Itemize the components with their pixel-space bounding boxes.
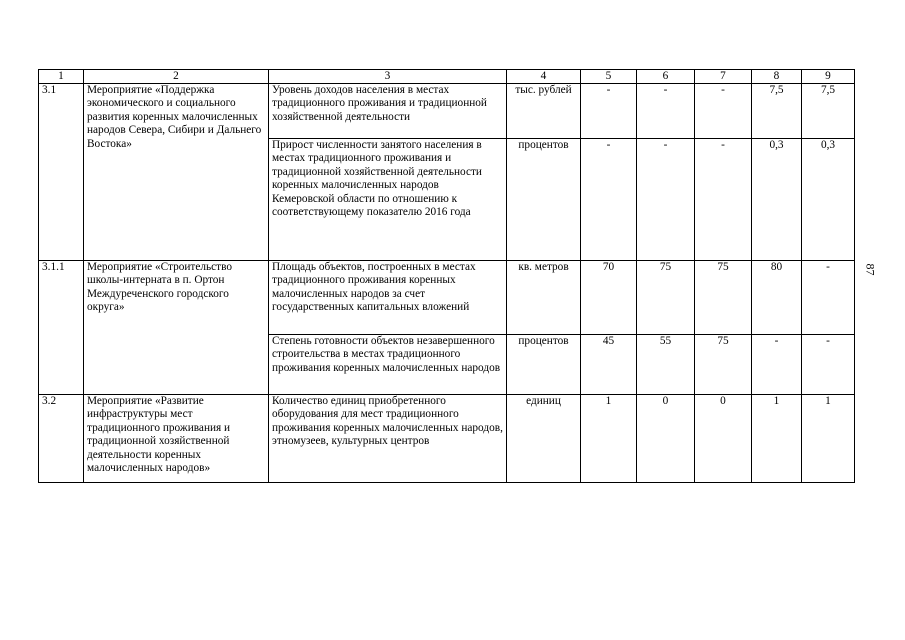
measure-name: Мероприятие «Строительство школы-интерната в п. Ортон Междуреченского городского округа»: [84, 261, 269, 395]
table-row: [39, 84, 855, 139]
header-cell-6: 6: [637, 70, 695, 84]
indicators-table: [38, 69, 855, 483]
indicator-title: Площадь объектов, построенных в местах традиционного проживания коренных малочисленных народов за счет государственных капитальных вложений: [269, 261, 507, 335]
header-cell-1: 1: [39, 70, 84, 84]
value-col-8: 1: [752, 395, 802, 483]
value-col-5: -: [581, 84, 637, 139]
value-col-8: -: [752, 335, 802, 395]
value-col-9: 0,3: [802, 139, 855, 261]
header-cell-4: 4: [507, 70, 581, 84]
value-col-5: 70: [581, 261, 637, 335]
page-number: 87: [863, 263, 878, 276]
header-cell-8: 8: [752, 70, 802, 84]
header-cell-7: 7: [695, 70, 752, 84]
header-cell-5: 5: [581, 70, 637, 84]
indicator-title: Степень готовности объектов незавершенного строительства в местах традиционного проживания коренных малочисленных народов: [269, 335, 507, 395]
value-col-7: 0: [695, 395, 752, 483]
value-col-6: -: [637, 139, 695, 261]
value-col-9: -: [802, 335, 855, 395]
value-col-6: 55: [637, 335, 695, 395]
header-cell-9: 9: [802, 70, 855, 84]
value-col-8: 7,5: [752, 84, 802, 139]
indicator-unit: тыс. рублей: [507, 84, 581, 139]
measure-number: 3.1: [39, 84, 84, 261]
value-col-9: 7,5: [802, 84, 855, 139]
header-cell-2: 2: [84, 70, 269, 84]
table-row: [39, 261, 855, 335]
value-col-8: 0,3: [752, 139, 802, 261]
indicator-title: Уровень доходов населения в местах традиционного проживания и традиционной хозяйственной деятельности: [269, 84, 507, 139]
header-cell-3: 3: [269, 70, 507, 84]
table-row: [39, 395, 855, 483]
value-col-6: 0: [637, 395, 695, 483]
value-col-8: 80: [752, 261, 802, 335]
indicator-unit: кв. метров: [507, 261, 581, 335]
value-col-7: -: [695, 84, 752, 139]
value-col-7: 75: [695, 261, 752, 335]
value-col-5: 1: [581, 395, 637, 483]
indicator-title: Прирост численности занятого населения в местах традиционного проживания и традиционной хозяйственной деятельности коренных малочисленных народов Кемеровской области по отношению к соответствующему показателю 2016 года: [269, 139, 507, 261]
value-col-6: 75: [637, 261, 695, 335]
indicator-unit: единиц: [507, 395, 581, 483]
measure-number: 3.2: [39, 395, 84, 483]
value-col-9: -: [802, 261, 855, 335]
measure-name: Мероприятие «Развитие инфраструктуры мест традиционного проживания и традиционной хозяйственной деятельности коренных малочисленных народов»: [84, 395, 269, 483]
measure-name: Мероприятие «Поддержка экономического и социального развития коренных малочисленных народов Севера, Сибири и Дальнего Востока»: [84, 84, 269, 261]
indicator-title: Количество единиц приобретенного оборудования для мест традиционного проживания коренных малочисленных народов, этномузеев, культурных центров: [269, 395, 507, 483]
value-col-7: -: [695, 139, 752, 261]
value-col-9: 1: [802, 395, 855, 483]
value-col-7: 75: [695, 335, 752, 395]
value-col-6: -: [637, 84, 695, 139]
indicator-unit: процентов: [507, 335, 581, 395]
measure-number: 3.1.1: [39, 261, 84, 395]
value-col-5: -: [581, 139, 637, 261]
indicator-unit: процентов: [507, 139, 581, 261]
value-col-5: 45: [581, 335, 637, 395]
table-header-row: [39, 70, 855, 84]
